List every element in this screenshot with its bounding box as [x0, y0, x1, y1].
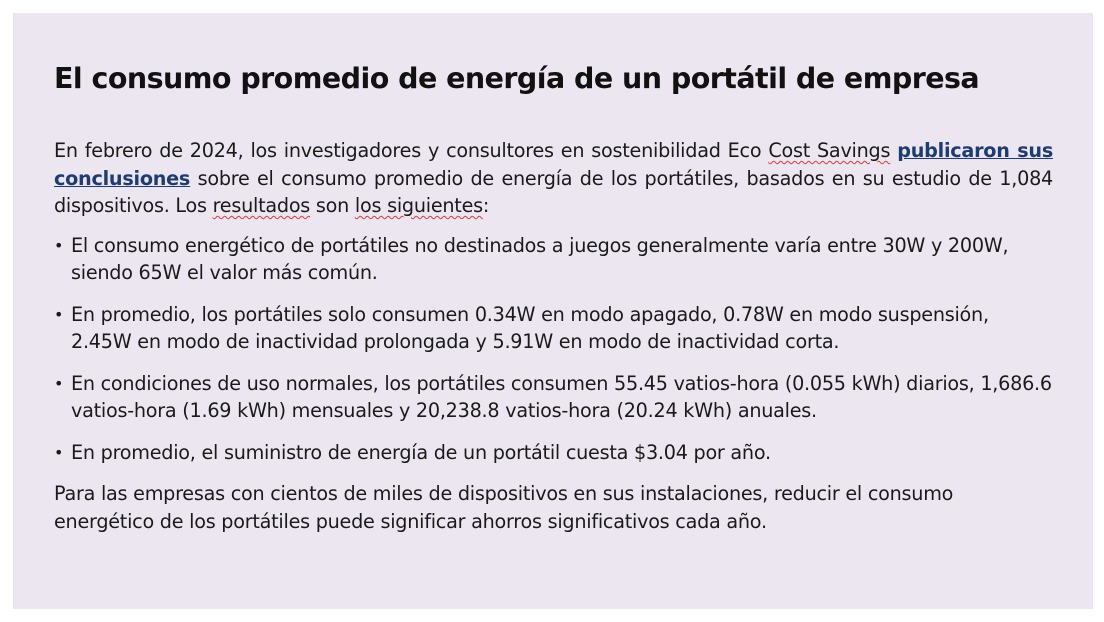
slide: [13, 13, 1093, 609]
bullet-icon: •: [54, 235, 64, 255]
bullet-icon: •: [54, 373, 64, 393]
list-item-text: En promedio, los portátiles solo consumen 0.34W en modo apagado, 0.78W en modo suspensión, 2.45W en modo de inactividad prolongada y 5.91W en modo de inactividad corta.: [71, 302, 989, 353]
findings-list: [54, 232, 1053, 467]
spellcheck-los-siguientes: los siguientes: [354, 194, 483, 217]
spellcheck-cost-savings: Cost Savings: [768, 139, 891, 162]
intro-text-middle: sobre el consumo promedio de energía de los portátiles, basados en su estudio de 1,084 dispositivos. Los: [54, 166, 1053, 217]
bullet-icon: •: [54, 442, 64, 462]
list-item: [54, 232, 1053, 287]
list-item-text: En condiciones de uso normales, los portátiles consumen 55.45 vatios-hora (0.055 kWh) diarios, 1,686.6 vatios-hora (1.69 kWh) mensuales y 20,238.8 vatios-hora (20.24 kWh) anuales.: [71, 371, 1052, 422]
list-item-text: El consumo energético de portátiles no destinados a juegos generalmente varía entre 30W y 200W, siendo 65W el valor más común.: [71, 233, 1009, 284]
slide-title: El consumo promedio de energía de un portátil de empresa: [54, 62, 980, 95]
bullet-icon: •: [54, 304, 64, 324]
conclusions-link[interactable]: publicaron sus conclusiones: [54, 139, 1053, 190]
list-item-text: En promedio, el suministro de energía de un portátil cuesta $3.04 por año.: [71, 440, 771, 464]
intro-paragraph: [54, 137, 1053, 220]
list-item: [54, 370, 1053, 425]
intro-text-end: :: [482, 194, 490, 217]
intro-text-start: En febrero de 2024, los investigadores y consultores en sostenibilidad Eco: [54, 139, 769, 162]
intro-text-son: son: [310, 194, 355, 217]
list-item: [54, 301, 1053, 356]
list-item: [54, 439, 1053, 467]
spellcheck-resultados: resultados: [212, 194, 311, 217]
closing-paragraph: Para las empresas con cientos de miles de dispositivos en sus instalaciones, reducir el consumo energético de los portátiles puede significar ahorros significativos cada año.: [54, 482, 954, 533]
